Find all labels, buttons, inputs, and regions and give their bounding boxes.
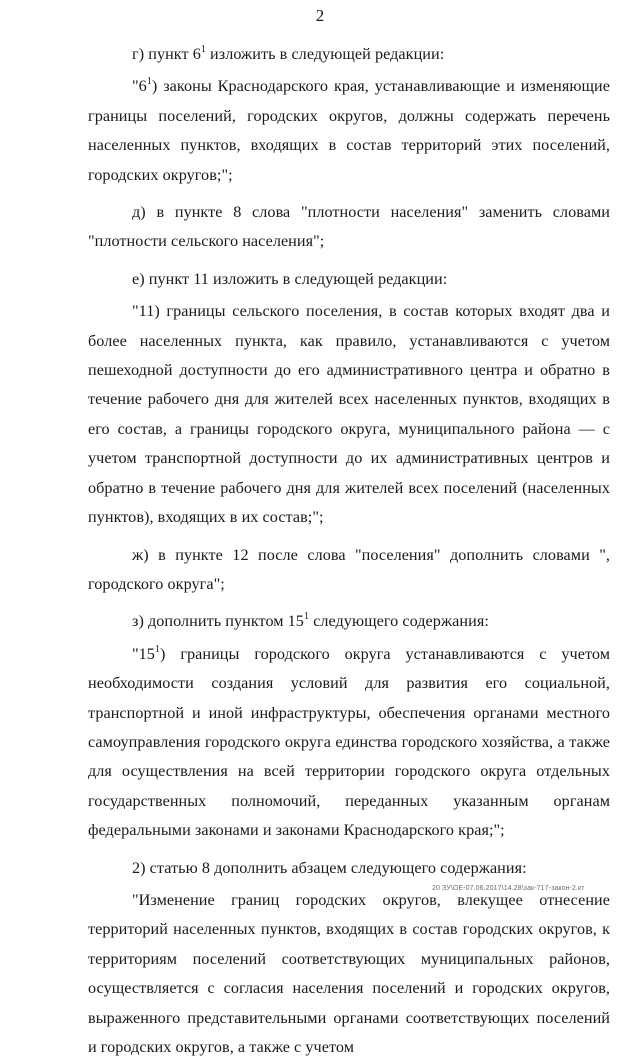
paragraph-quote-11: "11) границы сельского поселения, в состав которых входят два и более населенных пункта, как правило, устанавливаются с учетом пешеходной доступности до его административного центра и обратно в течение рабочего дня для жителей всех населенных пунктов, входящих в его состав, а границы городского округа, муниципального района — с учетом транспортной доступности до их административных центров и обратно в течение рабочего дня для жителей всех поселений (населенных пунктов), входящих в их состав;"; (88, 302, 610, 527)
footer-file-code: 20 ЗУ\ОЕ-07.06.2017\14.28\зак-717-закон-2.кт (432, 885, 585, 892)
page-number: 2 (315, 6, 325, 25)
paragraph-item-d: д) в пункте 8 слова "плотности населения" заменить словами "плотности сельского населения"; (88, 203, 610, 251)
paragraph-quote-article-8: "Изменение границ городских округов, влекущее отнесение территорий населенных пунктов, входящих в состав городских округов, к территориям поселений соответствующих муниципальных районов, осуществляется с согласия населения поселений и городских округов, выраженного представительными органами соответствующих поселений и городских округов, а также с учетом (88, 890, 610, 1056)
paragraph-item-e: е) пункт 11 изложить в следующей редакции: (132, 269, 448, 288)
paragraph-quote-15-1: "$15^1$) границы городского округа устанавливаются с учетом необходимости создания условий для развития его социальной, транспортной и иной инфраструктуры, обеспечения органами местного самоуправления городского округа единства городского хозяйства, а также для осуществления на всей территории городского округа отдельных государственных полномочий, переданных указанным органам федеральными законами и законами Краснодарского края;"; (88, 643, 610, 840)
document-body (88, 40, 610, 1062)
paragraph-item-z: з) дополнить пунктом $15^1$ следующего содержания: (132, 611, 489, 631)
paragraph-item-2: 2) статью 8 дополнить абзацем следующего содержания: (132, 858, 527, 877)
paragraph-item-g: г) пункт $6^1$ изложить в следующей редакции: (132, 44, 445, 63)
paragraph-quote-6-1: "$6^1$) законы Краснодарского края, устанавливающие и изменяющие границы поселений, городских округов, должны содержать перечень населенных пунктов, входящих в состав территорий этих поселений, городских округов;"; (88, 76, 610, 184)
paragraph-item-zh: ж) в пункте 12 после слова "поселения" дополнить словами ", городского округа"; (88, 545, 610, 593)
